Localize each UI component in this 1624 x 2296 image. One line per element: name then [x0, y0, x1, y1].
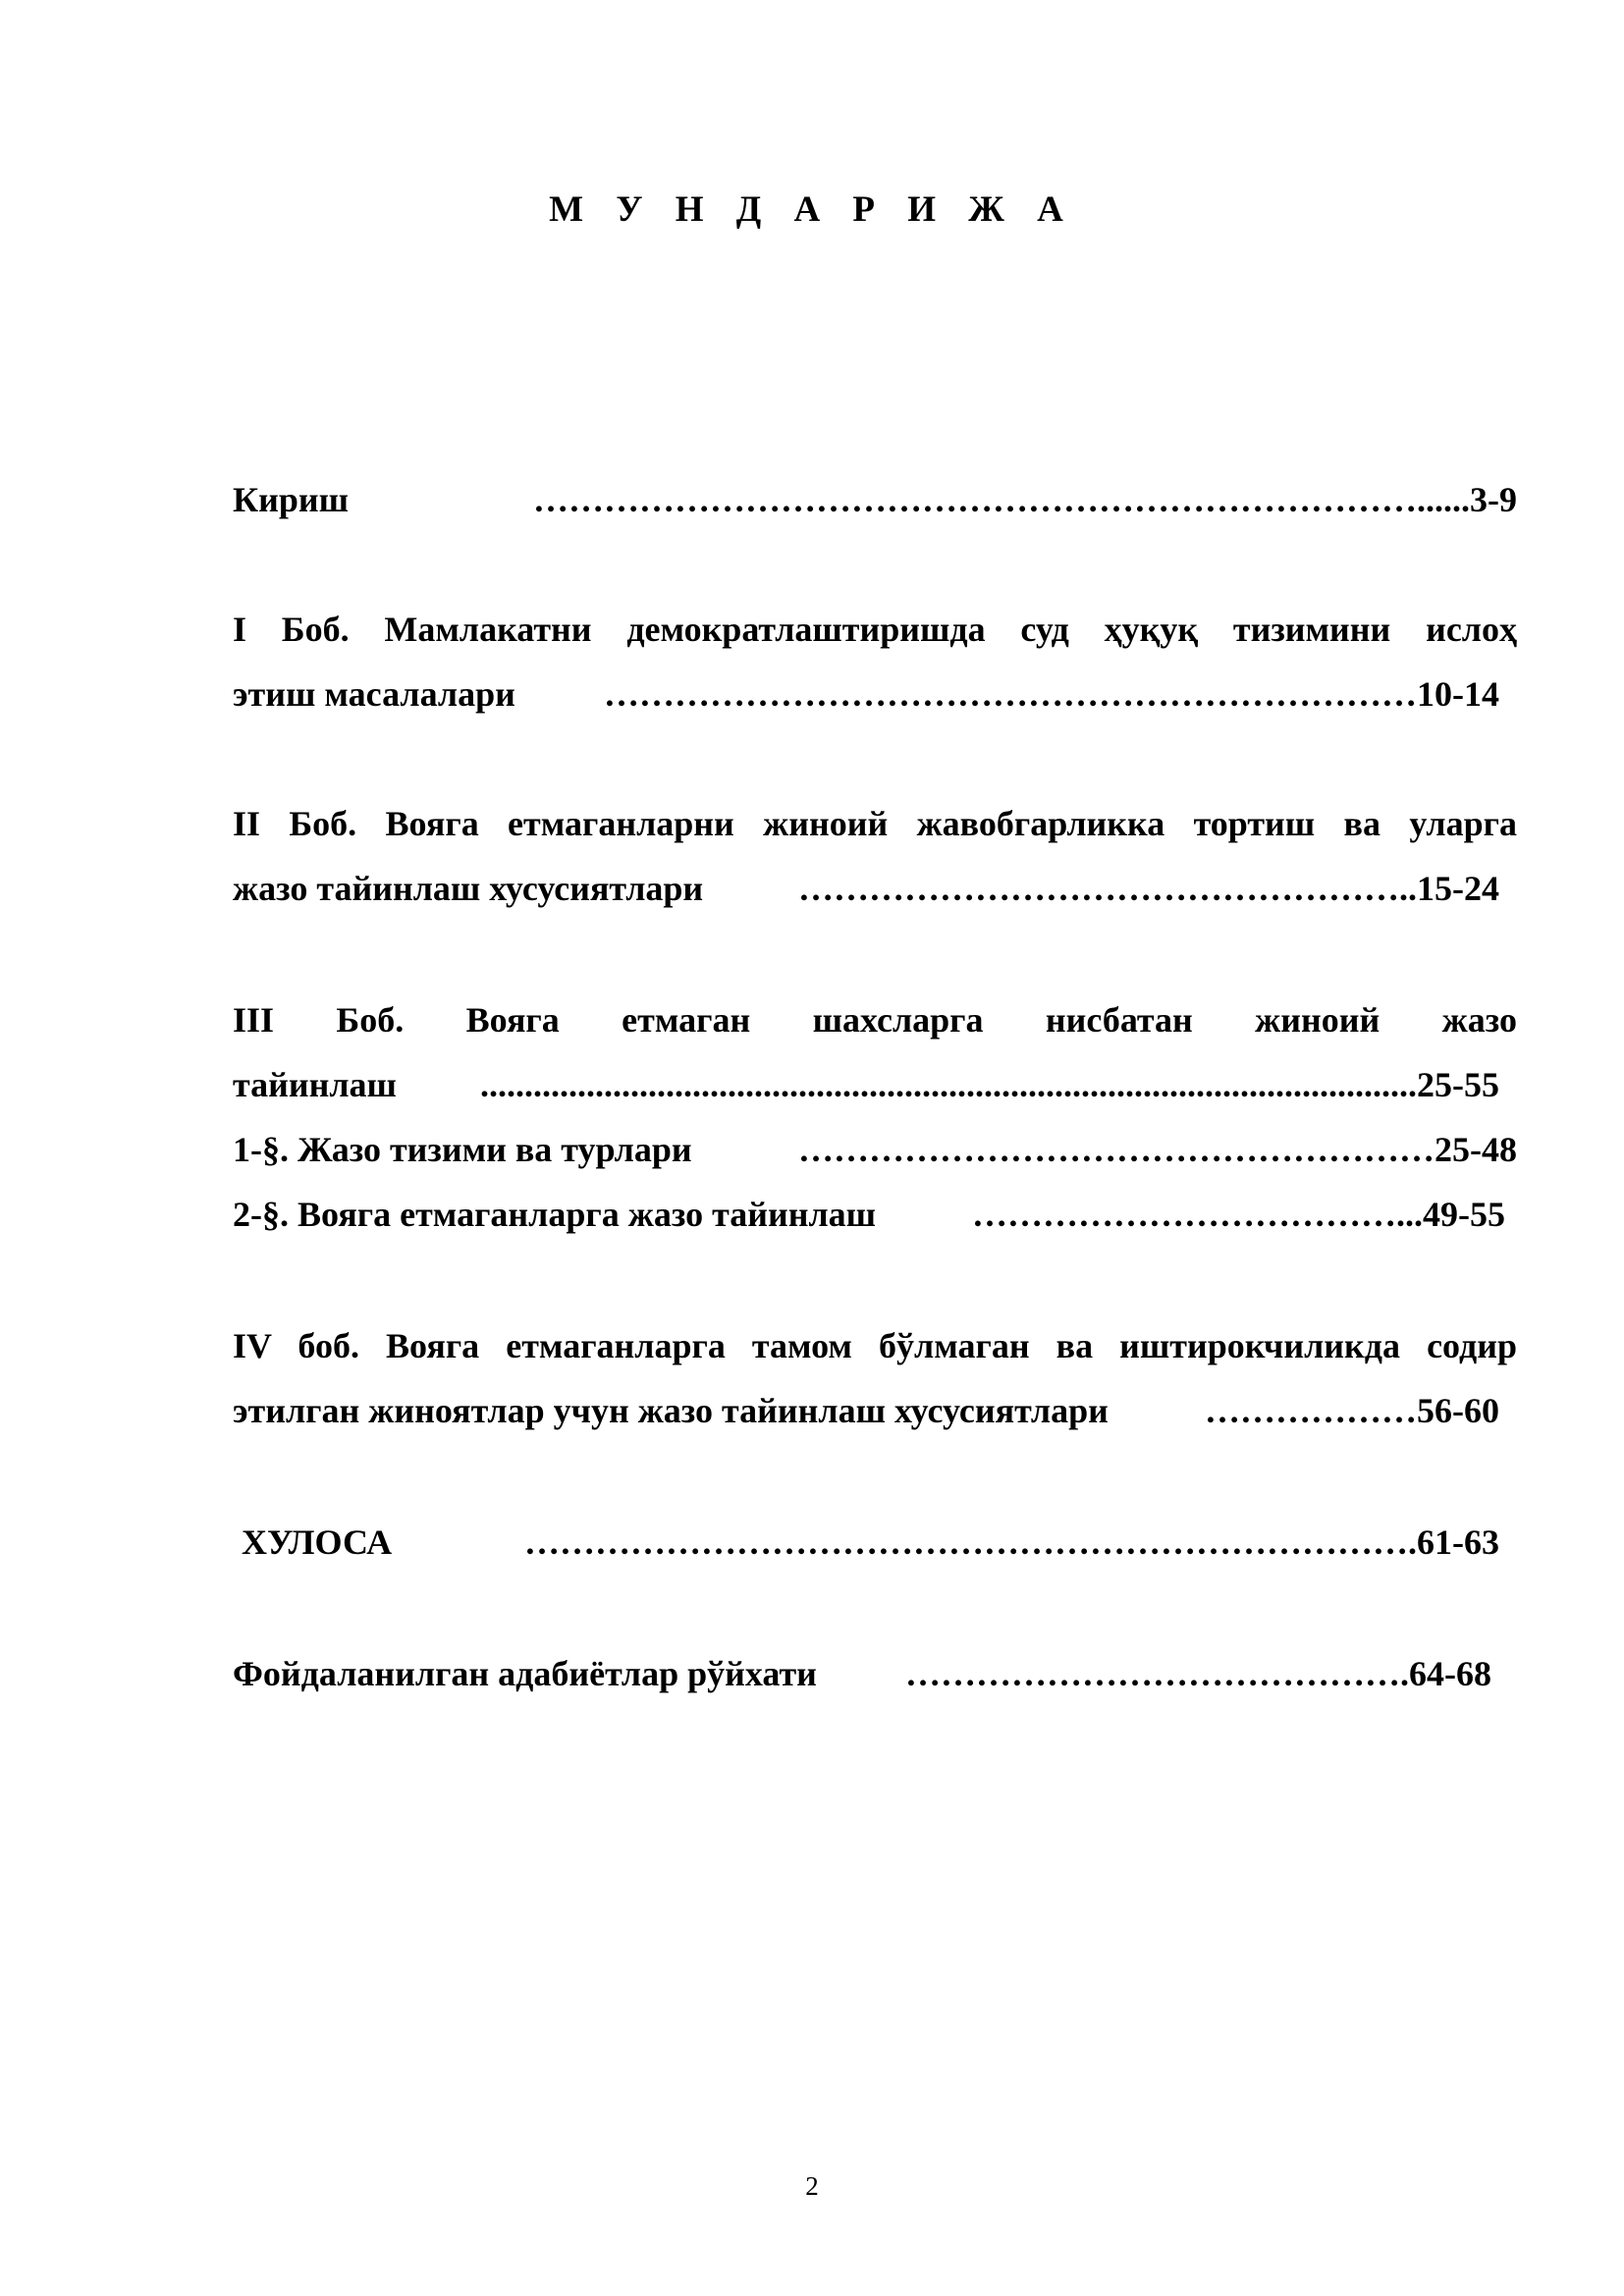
toc-leader-dots: ………………: [1205, 1391, 1417, 1430]
toc-page-range: 25-55: [1417, 1065, 1499, 1104]
toc-page-range: 64-68: [1409, 1654, 1491, 1693]
toc-entry-section-1: [233, 1126, 1517, 1173]
toc-entry-title: 1-§. Жазо тизими ва турлари: [233, 1130, 692, 1169]
page-number: 2: [805, 2171, 819, 2201]
toc-entry-conclusion: [233, 1519, 1517, 1566]
toc-page-range: 15-24: [1417, 869, 1499, 908]
toc-entry-chapter-2: [233, 865, 1517, 912]
toc-entry-title: 2-§. Вояга етмаганларга жазо тайинлаш: [233, 1195, 877, 1234]
toc-leader-dots: ……………………………………………..: [798, 869, 1417, 908]
toc-entry-title: Кириш: [233, 480, 350, 519]
toc-entry-chapter-3: [233, 1061, 1517, 1108]
toc-entry-chapter-4-line-1: IV боб. Вояга етмаганларга тамом бўлмаган ва иштирокчиликда содир: [233, 1326, 1517, 1365]
toc-leader-dots: ……………………………………………………………: [604, 674, 1417, 714]
toc-entry-chapter-1-line-1: I Боб. Мамлакатни демократлаштиришда суд ҳуқуқ тизимини ислоҳ: [233, 610, 1517, 649]
toc-page-range: 10-14: [1417, 674, 1499, 714]
toc-page-range: 56-60: [1417, 1391, 1499, 1430]
toc-entry-chapter-4: [233, 1387, 1517, 1434]
toc-entry-title: ХУЛОСА: [233, 1522, 393, 1562]
toc-entry-bibliography: [233, 1650, 1517, 1697]
page-title: М У Н Д А Р И Ж А: [549, 189, 1075, 230]
toc-leader-dots: ………………………………………………: [798, 1130, 1435, 1169]
toc-leader-dots: ..........................................................................................................: [480, 1065, 1417, 1104]
toc-page-range: 49-55: [1423, 1195, 1505, 1234]
toc-page-range: 61-63: [1417, 1522, 1499, 1562]
toc-entry-chapter-1: [233, 670, 1517, 718]
toc-entry-title: Фойдаланилган адабиётлар рўйхати: [233, 1654, 817, 1693]
toc-leader-dots: …………………………………….: [905, 1654, 1409, 1693]
toc-leader-dots: …………………………………………………………………......: [533, 480, 1470, 519]
toc-entry-chapter-3-line-1: III Боб. Вояга етмаган шахсларга нисбатан жиноий жазо: [233, 1000, 1517, 1040]
toc-entry-title: этилган жиноятлар учун жазо тайинлаш хусусиятлари: [233, 1391, 1109, 1430]
toc-page-range: 25-48: [1435, 1130, 1517, 1169]
toc-entry-title: жазо тайинлаш хусусиятлари: [233, 869, 704, 908]
toc-entry-title: этиш масалалари: [233, 674, 515, 714]
toc-leader-dots: ………………………………………………………………….: [524, 1522, 1417, 1562]
toc-leader-dots: ………………………………...: [972, 1195, 1423, 1234]
toc-page-range: 3-9: [1470, 480, 1517, 519]
toc-entry-chapter-2-line-1: II Боб. Вояга етмаганларни жиноий жавобгарликка тортиш ва уларга: [233, 804, 1517, 843]
toc-entry-section-2: [233, 1191, 1517, 1238]
toc-entry-introduction: [233, 476, 1517, 523]
toc-entry-title: тайинлаш: [233, 1065, 397, 1104]
